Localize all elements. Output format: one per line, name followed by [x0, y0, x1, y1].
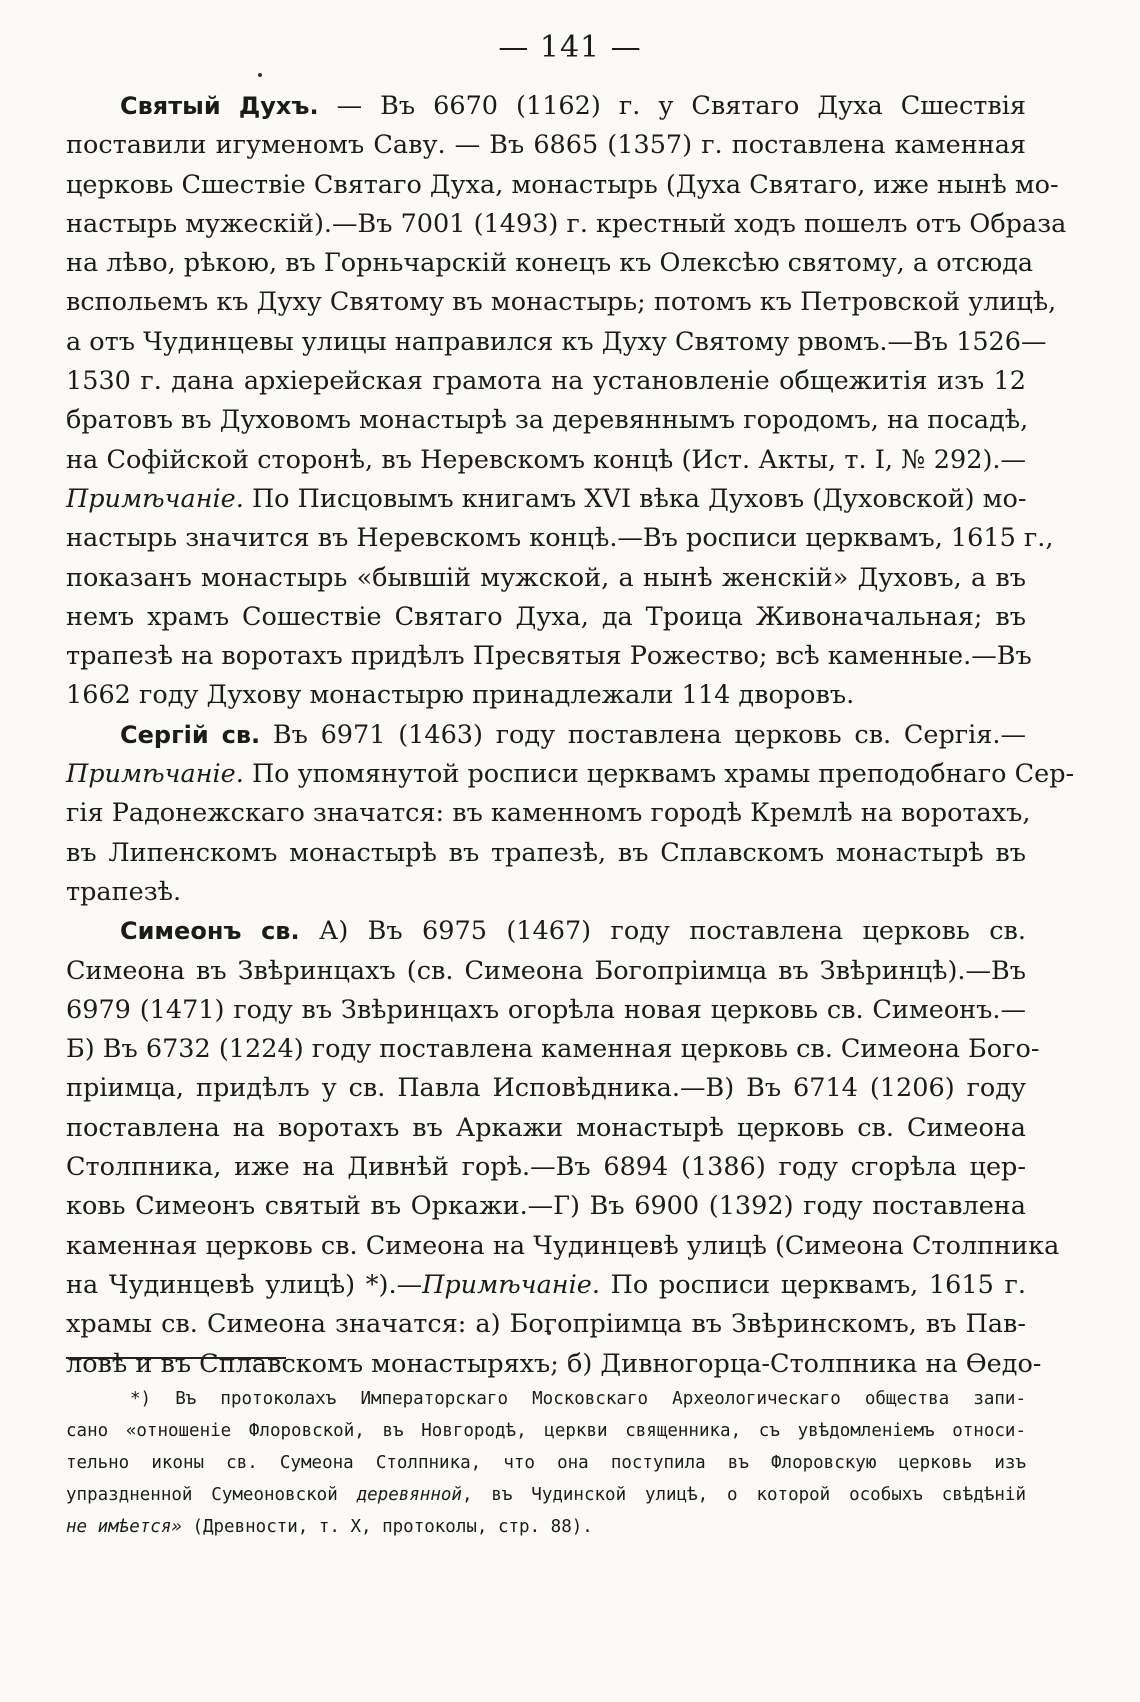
text-span: ковь Симеонъ святый въ Оркажи.—Г) Въ 6900 (1392) году поставлена — [66, 1191, 1026, 1222]
text-line — [66, 952, 1026, 991]
text-span: 1530 г. дана архіерейская грамота на установленіе общежитія изъ 12 — [66, 366, 1026, 397]
italic-note-label: Примѣчаніе. — [422, 1269, 600, 1300]
footnote-span: тельно иконы св. Сумеона Столпника, что она поступила въ Флоровскую церковь изъ — [66, 1453, 1026, 1473]
footnote-italic-span: не имѣется» — [66, 1517, 182, 1537]
text-span: поставлена на воротахъ въ Аркажи монастырѣ церковь св. Симеона — [66, 1112, 1026, 1143]
text-span: настырь значится въ Неревскомъ концѣ.—Въ росписи церквамъ, 1615 г., — [66, 523, 1054, 554]
entry-heading: Симеонъ св. — [120, 917, 300, 946]
text-line — [66, 1187, 1026, 1226]
text-span: По упомянутой росписи церквамъ храмы преподобнаго Сер- — [243, 759, 1075, 790]
text-line — [66, 1345, 1042, 1384]
footnote — [66, 1383, 1026, 1543]
text-span: вспольемъ къ Духу Святому въ монастырь; потомъ къ Петровской улицѣ, — [66, 287, 1057, 318]
text-line — [66, 283, 1057, 322]
text-span: а отъ Чудинцевы улицы направился къ Духу Святому рвомъ.—Въ 1526— — [66, 326, 1047, 357]
text-line — [66, 873, 1026, 912]
text-span: Симеона въ Звѣринцахъ (св. Симеона Богопріимца въ Звѣринцѣ).—Въ — [66, 955, 1026, 986]
text-line — [66, 676, 1026, 715]
text-span: По Писцовымъ книгамъ XVI вѣка Духовъ (Духовской) мо- — [243, 483, 1027, 514]
text-span: трапезѣ. — [66, 876, 182, 907]
entry-heading: Сергій св. — [120, 720, 261, 749]
text-line — [66, 755, 1075, 794]
text-line — [66, 991, 1026, 1030]
text-line — [66, 716, 1026, 755]
text-span: братовъ въ Духовомъ монастырѣ за деревяннымъ городомъ, на посадѣ, — [66, 405, 1029, 436]
text-line — [66, 1148, 1026, 1187]
text-span: въ Липенскомъ монастырѣ въ трапезѣ, въ Сплавскомъ монастырѣ въ — [66, 837, 1026, 868]
text-line — [66, 1109, 1026, 1148]
text-line — [66, 1266, 1026, 1305]
text-line — [66, 480, 1026, 519]
text-span: По росписи церквамъ, 1615 г. — [599, 1269, 1027, 1300]
footnote-span: сано «отношеніе Флоровской, въ Новгородѣ, церкви священника, съ увѣдомленіемъ относи- — [66, 1421, 1026, 1441]
text-line — [66, 598, 1026, 637]
text-line — [66, 205, 1067, 244]
page-number: — 141 — — [498, 30, 642, 65]
footnote-separator — [66, 1357, 286, 1359]
footnote-line — [66, 1415, 1026, 1447]
text-line — [66, 441, 1026, 480]
text-span: Б) Въ 6732 (1224) году поставлена каменная церковь св. Симеона Бого- — [66, 1034, 1040, 1065]
text-span: гія Радонежскаго значатся: въ каменномъ городѣ Кремлѣ на воротахъ, — [66, 798, 1031, 829]
text-span: 6979 (1471) году въ Звѣринцахъ огорѣла новая церковь св. Симеонъ.— — [66, 994, 1026, 1025]
text-span: 1662 году Духову монастырю принадлежали 114 дворовъ. — [66, 680, 855, 711]
text-line — [66, 244, 1034, 283]
text-line — [66, 912, 1026, 951]
footnote-span: (Древности, т. X, протоколы, стр. 88). — [181, 1517, 593, 1537]
text-span: каменная церковь св. Симеона на Чудинцевѣ улицѣ (Симеона Столпника — [66, 1230, 1060, 1261]
footnote-italic-span: деревянной — [356, 1485, 462, 1505]
text-line — [66, 323, 1047, 362]
footnote-line — [66, 1383, 1026, 1415]
footnote-span: , въ Чудинской улицѣ, о которой особыхъ свѣдѣній — [461, 1485, 1026, 1505]
text-span: на Чудинцевѣ улицѣ) *).— — [66, 1269, 423, 1300]
text-span: немъ храмъ Сошествіе Святаго Духа, да Троица Живоначальная; въ — [66, 601, 1026, 632]
print-speck — [258, 73, 262, 77]
text-line — [66, 166, 1059, 205]
text-span: храмы св. Симеона значатся: а) Богопріимца въ Звѣринскомъ, въ Пав- — [66, 1309, 1026, 1340]
footnote-span: упраздненной Сумеоновской — [66, 1485, 357, 1505]
text-span: трапезѣ на воротахъ придѣлъ Пресвятыя Рожество; всѣ каменные.—Въ — [66, 641, 1032, 672]
footnote-line — [66, 1447, 1026, 1479]
text-line — [66, 126, 1026, 165]
entry-heading: Святый Духъ. — [120, 92, 319, 120]
text-span: пріимца, придѣлъ у св. Павла Исповѣдника.—В) Въ 6714 (1206) году — [66, 1073, 1026, 1104]
text-span: Въ 6971 (1463) году поставлена церковь св. Сергія.— — [272, 719, 1027, 750]
text-line — [66, 834, 1026, 873]
italic-note-label: Примѣчаніе. — [66, 759, 244, 790]
italic-note-label: Примѣчаніе. — [66, 483, 244, 514]
text-line — [66, 1305, 1026, 1344]
text-line — [66, 362, 1026, 401]
text-span: А) Въ 6975 (1467) году поставлена церковь св. — [319, 916, 1026, 947]
text-line — [66, 1227, 1060, 1266]
text-span: — Въ 6670 (1162) г. у Святаго Духа Сшествія — [336, 91, 1027, 121]
text-span: Столпника, иже на Дивнѣй горѣ.—Въ 6894 (1386) году сгорѣла цер- — [66, 1152, 1026, 1183]
text-span: на лѣво, рѣкою, въ Горньчарскій конецъ къ Олексѣю святому, а отсюда — [66, 248, 1034, 279]
footnote-span: *) Въ протоколахъ Императорскаго Московскаго Археологическаго общества запи- — [130, 1389, 1026, 1409]
text-span: поставили игуменомъ Саву. — Въ 6865 (1357) г. поставлена каменная — [66, 130, 1026, 161]
text-line — [66, 1030, 1040, 1069]
text-line — [66, 637, 1032, 676]
text-span: на Софійской сторонѣ, въ Неревскомъ концѣ (Ист. Акты, т. I, № 292).— — [66, 444, 1026, 475]
text-span: показанъ монастырь «бывшій мужской, а нынѣ женскій» Духовъ, а въ — [66, 562, 1026, 593]
body-text — [66, 87, 1075, 1384]
footnote-line — [66, 1479, 1026, 1511]
footnote-line — [66, 1511, 1026, 1543]
text-line — [66, 794, 1031, 833]
text-line — [66, 401, 1029, 440]
text-line — [66, 519, 1054, 558]
text-line — [66, 559, 1026, 598]
text-span: настырь мужескій).—Въ 7001 (1493) г. крестный ходъ пошелъ отъ Образа — [66, 208, 1067, 239]
text-span: церковь Сшествіе Святаго Духа, монастырь (Духа Святаго, иже нынѣ мо- — [66, 169, 1059, 200]
text-line — [66, 87, 1026, 126]
text-line — [66, 1069, 1026, 1108]
text-span: ловѣ и въ Сплавскомъ монастыряхъ; б) Дивногорца-Столпника на Ѳедо- — [66, 1348, 1042, 1379]
